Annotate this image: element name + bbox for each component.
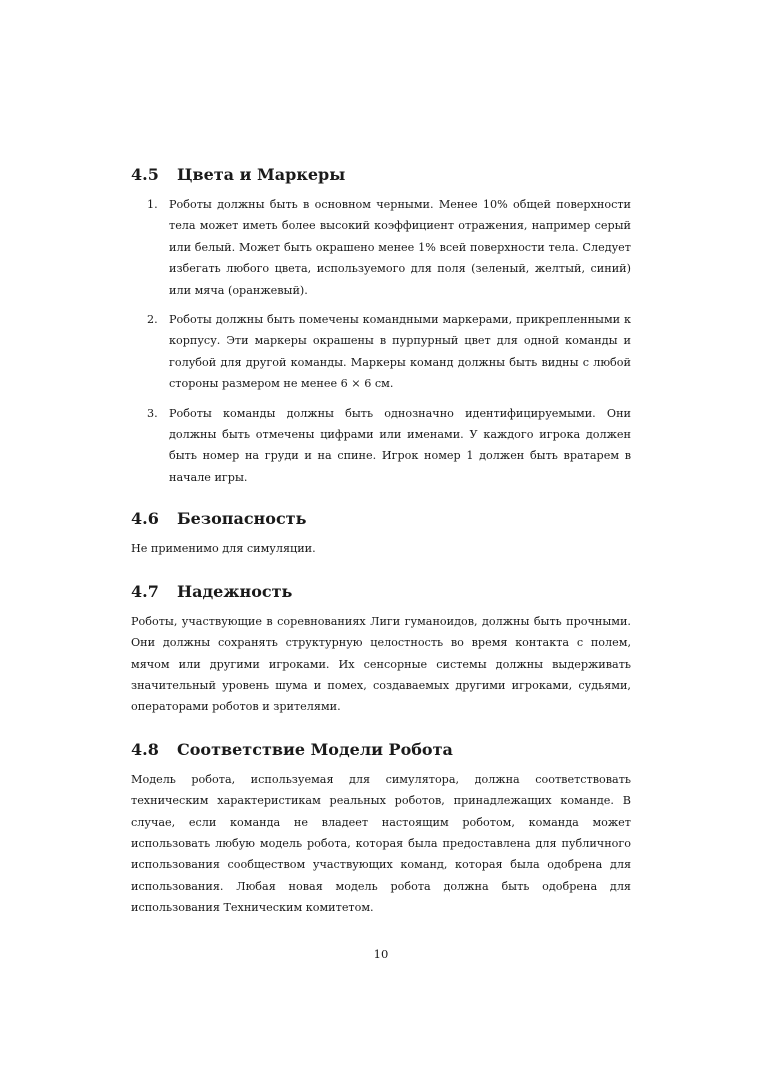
list-marker: 1.	[147, 198, 158, 211]
section-paragraph: Не применимо для симуляции.	[131, 542, 316, 556]
section-title: Надежность	[177, 581, 293, 601]
list-marker: 3.	[147, 406, 158, 420]
section-4-7	[131, 581, 631, 718]
page-number: 10	[373, 947, 389, 961]
section-title: Соответствие Модели Робота	[177, 739, 453, 759]
list-item-text: Роботы должны быть в основном черными. Менее 10% общей поверхности тела может иметь более высокий коэффициент отражения, например серый или белый. Может быть окрашено менее 1% всей поверхности тела. Следует избегать любого цвета, используемого для поля (зеленый, желтый, синий) или мяча (оранжевый).	[169, 198, 631, 297]
section-number: 4.7	[131, 581, 159, 601]
section-4-8	[131, 739, 631, 919]
list-item	[131, 309, 631, 395]
section-4-5	[131, 164, 631, 488]
section-number: 4.5	[131, 165, 159, 184]
page-content	[131, 164, 631, 940]
section-number: 4.8	[131, 739, 159, 759]
list-item	[131, 194, 631, 301]
section-paragraph: Роботы, участвующие в соревнованиях Лиги гуманоидов, должны быть прочными. Они должны сохранять структурную целостность во время контакта с полем, мячом или другими игроками. Их сенсорные системы должны выдерживать значительный уровень шума и помех, создаваемых другими игроками, судьями, операторами роботов и зрителями.	[131, 614, 631, 714]
section-title: Цвета и Маркеры	[177, 165, 346, 184]
section-heading	[131, 581, 631, 603]
section-4-6	[131, 508, 631, 559]
section-heading	[131, 739, 631, 761]
section-number: 4.6	[131, 509, 159, 529]
list-item-text: Роботы должны быть помечены командными маркерами, прикрепленными к корпусу. Эти маркеры окрашены в пурпурный цвет для одной команды и голубой для другой команды. Маркеры команд должны быть видны с любой стороны размером не менее 6 × 6 см.	[169, 313, 631, 391]
section-paragraph: Модель робота, используемая для симулятора, должна соответствовать техническим характеристикам реальных роботов, принадлежащих команде. В случае, если команда не владеет настоящим роботом, команда может использовать любую модель робота, которая была предоставлена для публичного использования сообществом участвующих команд, которая была одобрена для использования. Любая новая модель робота должна быть одобрена для использования Техническим комитетом.	[131, 772, 631, 915]
list-item	[131, 403, 631, 489]
list-marker: 2.	[147, 313, 158, 327]
section-heading	[131, 508, 631, 530]
list-item-text: Роботы команды должны быть однозначно идентифицируемыми. Они должны быть отмечены цифрами или именами. У каждого игрока должен быть номер на груди и на спине. Игрок номер 1 должен быть вратарем в начале игры.	[169, 406, 631, 484]
section-title: Безопасность	[177, 509, 307, 529]
section-heading	[131, 164, 631, 186]
numbered-list	[131, 194, 631, 488]
